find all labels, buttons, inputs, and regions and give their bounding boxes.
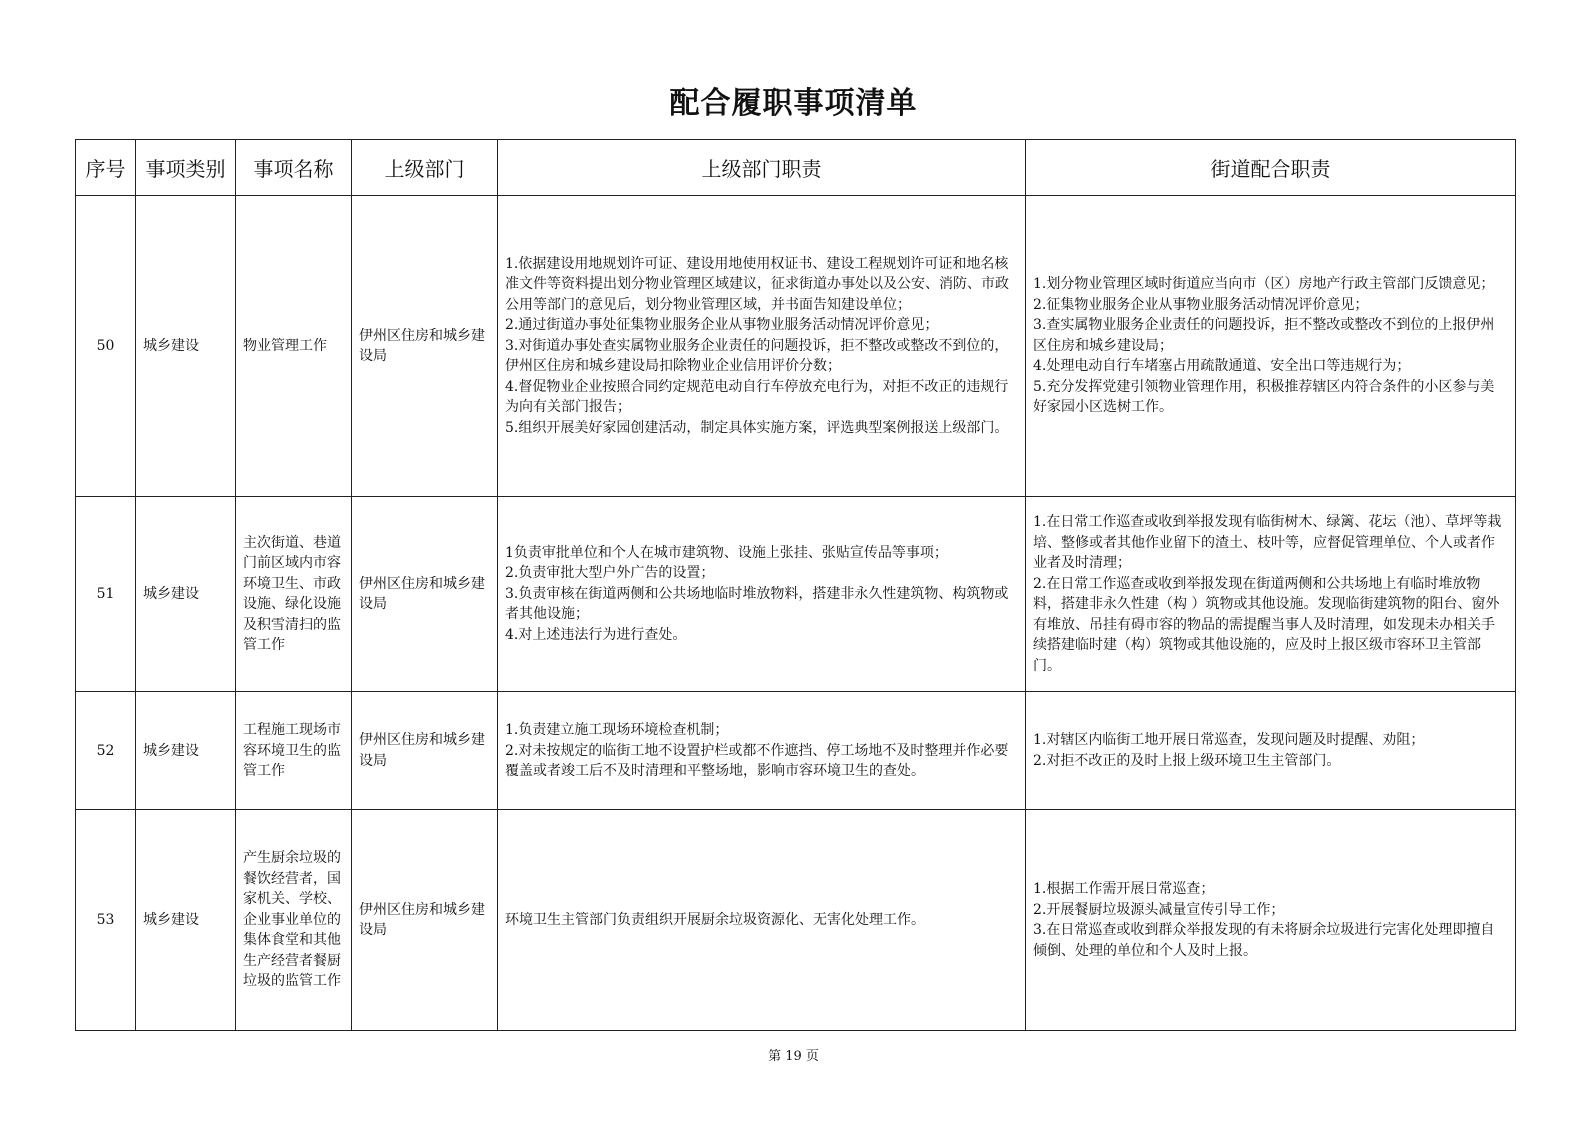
row-dept-duties: [498, 497, 1026, 692]
header-cell-street-duties: 街道配合职责: [1026, 140, 1516, 196]
header-cell-name: 事项名称: [236, 140, 352, 196]
duty-line: 4.处理电动自行车堵塞占用疏散通道、安全出口等违规行为；: [1033, 358, 1411, 375]
duty-line: 3.负责审核在街道两侧和公共场地临时堆放物料，搭建非永久性建筑物、构筑物或者其他设施；: [505, 585, 1009, 623]
row-category: 城乡建设: [136, 692, 236, 810]
row-dept-duties: [498, 692, 1026, 810]
row-dept: 伊州区住房和城乡建设局: [352, 810, 498, 1031]
row-street-duties: [1026, 810, 1516, 1031]
page-title: 配合履职事项清单: [669, 86, 918, 121]
row-item-name: 物业管理工作: [236, 196, 352, 497]
duty-line: 1.在日常工作巡查或收到举报发现有临街树木、绿篱、花坛（池）、草坪等栽培、整修或者其他作业留下的渣土、枝叶等，应督促管理单位、个人或者作业者及时清理；: [1033, 514, 1502, 572]
table-row: [76, 196, 1516, 497]
duty-line: 环境卫生主管部门负责组织开展厨余垃圾资源化、无害化处理工作。: [505, 911, 925, 928]
duty-line: 1.依据建设用地规划许可证、建设用地使用权证书、建设工程规划许可证和地名核准文件等资料提出划分物业管理区域建议，征求街道办事处以及公安、消防、市政公用等部门的意见后，划分物业管理区域，并书面告知建设单位；: [505, 255, 1009, 313]
duty-line: 2.对未按规定的临街工地不设置护栏或都不作遮挡、停工场地不及时整理并作必要覆盖或者竣工后不及时清理和平整场地，影响市容环境卫生的查处。: [505, 742, 1009, 780]
table-row: [76, 810, 1516, 1031]
duty-line: 1.负责建立施工现场环境检查机制；: [505, 722, 729, 739]
duty-line: 2.在日常工作巡查或收到举报发现在街道两侧和公共场地上有临时堆放物料，搭建非永久性建（构 ）筑物或其他设施。发现临街建筑物的阳台、窗外有堆放、吊挂有碍市容的物品的需提醒当事人及时清理，如发现未办相关手续搭建临时建（构）筑物或其他设施的，应及时上报区级市容环卫主管部门。: [1033, 575, 1500, 674]
duty-line: 3.查实属物业服务企业责任的问题投诉，拒不整改或整改不到位的上报伊州区住房和城乡建设局；: [1033, 317, 1495, 354]
duty-line: 4.对上述违法行为进行查处。: [505, 626, 687, 643]
duty-line: 1.根据工作需开展日常巡查；: [1033, 881, 1215, 898]
header-cell-dept: 上级部门: [352, 140, 498, 196]
duty-table: [75, 139, 1516, 1031]
header-cell-dept-duties: 上级部门职责: [498, 140, 1026, 196]
row-street-duties: [1026, 196, 1516, 497]
table-row: [76, 692, 1516, 810]
row-street-duties: [1026, 497, 1516, 692]
row-number: 53: [76, 810, 136, 1031]
row-street-duties: [1026, 692, 1516, 810]
duty-line: 3.在日常巡查或收到群众举报发现的有未将厨余垃圾进行完害化处理即擅自倾倒、处理的单位和个人及时上报。: [1033, 922, 1495, 959]
duty-line: 5.组织开展美好家园创建活动，制定具体实施方案，评选典型案例报送上级部门。: [505, 419, 1009, 436]
row-dept-duties: [498, 196, 1026, 497]
row-category: 城乡建设: [136, 497, 236, 692]
header-cell-category: 事项类别: [136, 140, 236, 196]
row-item-name: 产生厨余垃圾的餐饮经营者，国家机关、学校、企业事业单位的集体食堂和其他生产经营者餐厨垃圾的监管工作: [236, 810, 352, 1031]
duty-line: 4.督促物业企业按照合同约定规范电动自行车停放充电行为，对拒不改正的违规行为向有关部门报告；: [505, 378, 1009, 416]
row-number: 52: [76, 692, 136, 810]
duty-line: 5.充分发挥党建引领物业管理作用，积极推荐辖区内符合条件的小区参与美好家园小区选树工作。: [1033, 378, 1495, 416]
header-row: [76, 140, 1516, 196]
duty-line: 1负责审批单位和个人在城市建筑物、设施上张挂、张贴宣传品等事项；: [505, 544, 948, 561]
duty-line: 2.开展餐厨垃圾源头减量宣传引导工作；: [1033, 901, 1285, 918]
row-dept: 伊州区住房和城乡建设局: [352, 497, 498, 692]
duty-line: 3.对街道办事处查实属物业服务企业责任的问题投诉，拒不整改或整改不到位的，伊州区住房和城乡建设局扣除物业企业信用评价分数；: [505, 337, 1009, 375]
row-dept: 伊州区住房和城乡建设局: [352, 196, 498, 497]
row-dept: 伊州区住房和城乡建设局: [352, 692, 498, 810]
row-item-name: 主次街道、巷道门前区域内市容环境卫生、市政设施、绿化设施及积雪清扫的监管工作: [236, 497, 352, 692]
page-number: 第 19 页: [768, 1049, 819, 1064]
duty-line: 2.对拒不改正的及时上报上级环境卫生主管部门。: [1033, 752, 1341, 769]
header-cell-no: 序号: [76, 140, 136, 196]
row-category: 城乡建设: [136, 196, 236, 497]
row-number: 51: [76, 497, 136, 692]
duty-line: 1.划分物业管理区域时街道应当向市（区）房地产行政主管部门反馈意见；: [1033, 276, 1495, 293]
duty-line: 2.通过街道办事处征集物业服务企业从事物业服务活动情况评价意见；: [505, 317, 939, 334]
row-item-name: 工程施工现场市容环境卫生的监管工作: [236, 692, 352, 810]
table-row: [76, 497, 1516, 692]
duty-line: 2.征集物业服务企业从事物业服务活动情况评价意见；: [1033, 296, 1369, 313]
duty-line: 1.对辖区内临街工地开展日常巡查，发现问题及时提醒、劝阻；: [1033, 732, 1425, 749]
duty-line: 2.负责审批大型户外广告的设置；: [505, 565, 715, 582]
row-number: 50: [76, 196, 136, 497]
row-dept-duties: [498, 810, 1026, 1031]
row-category: 城乡建设: [136, 810, 236, 1031]
